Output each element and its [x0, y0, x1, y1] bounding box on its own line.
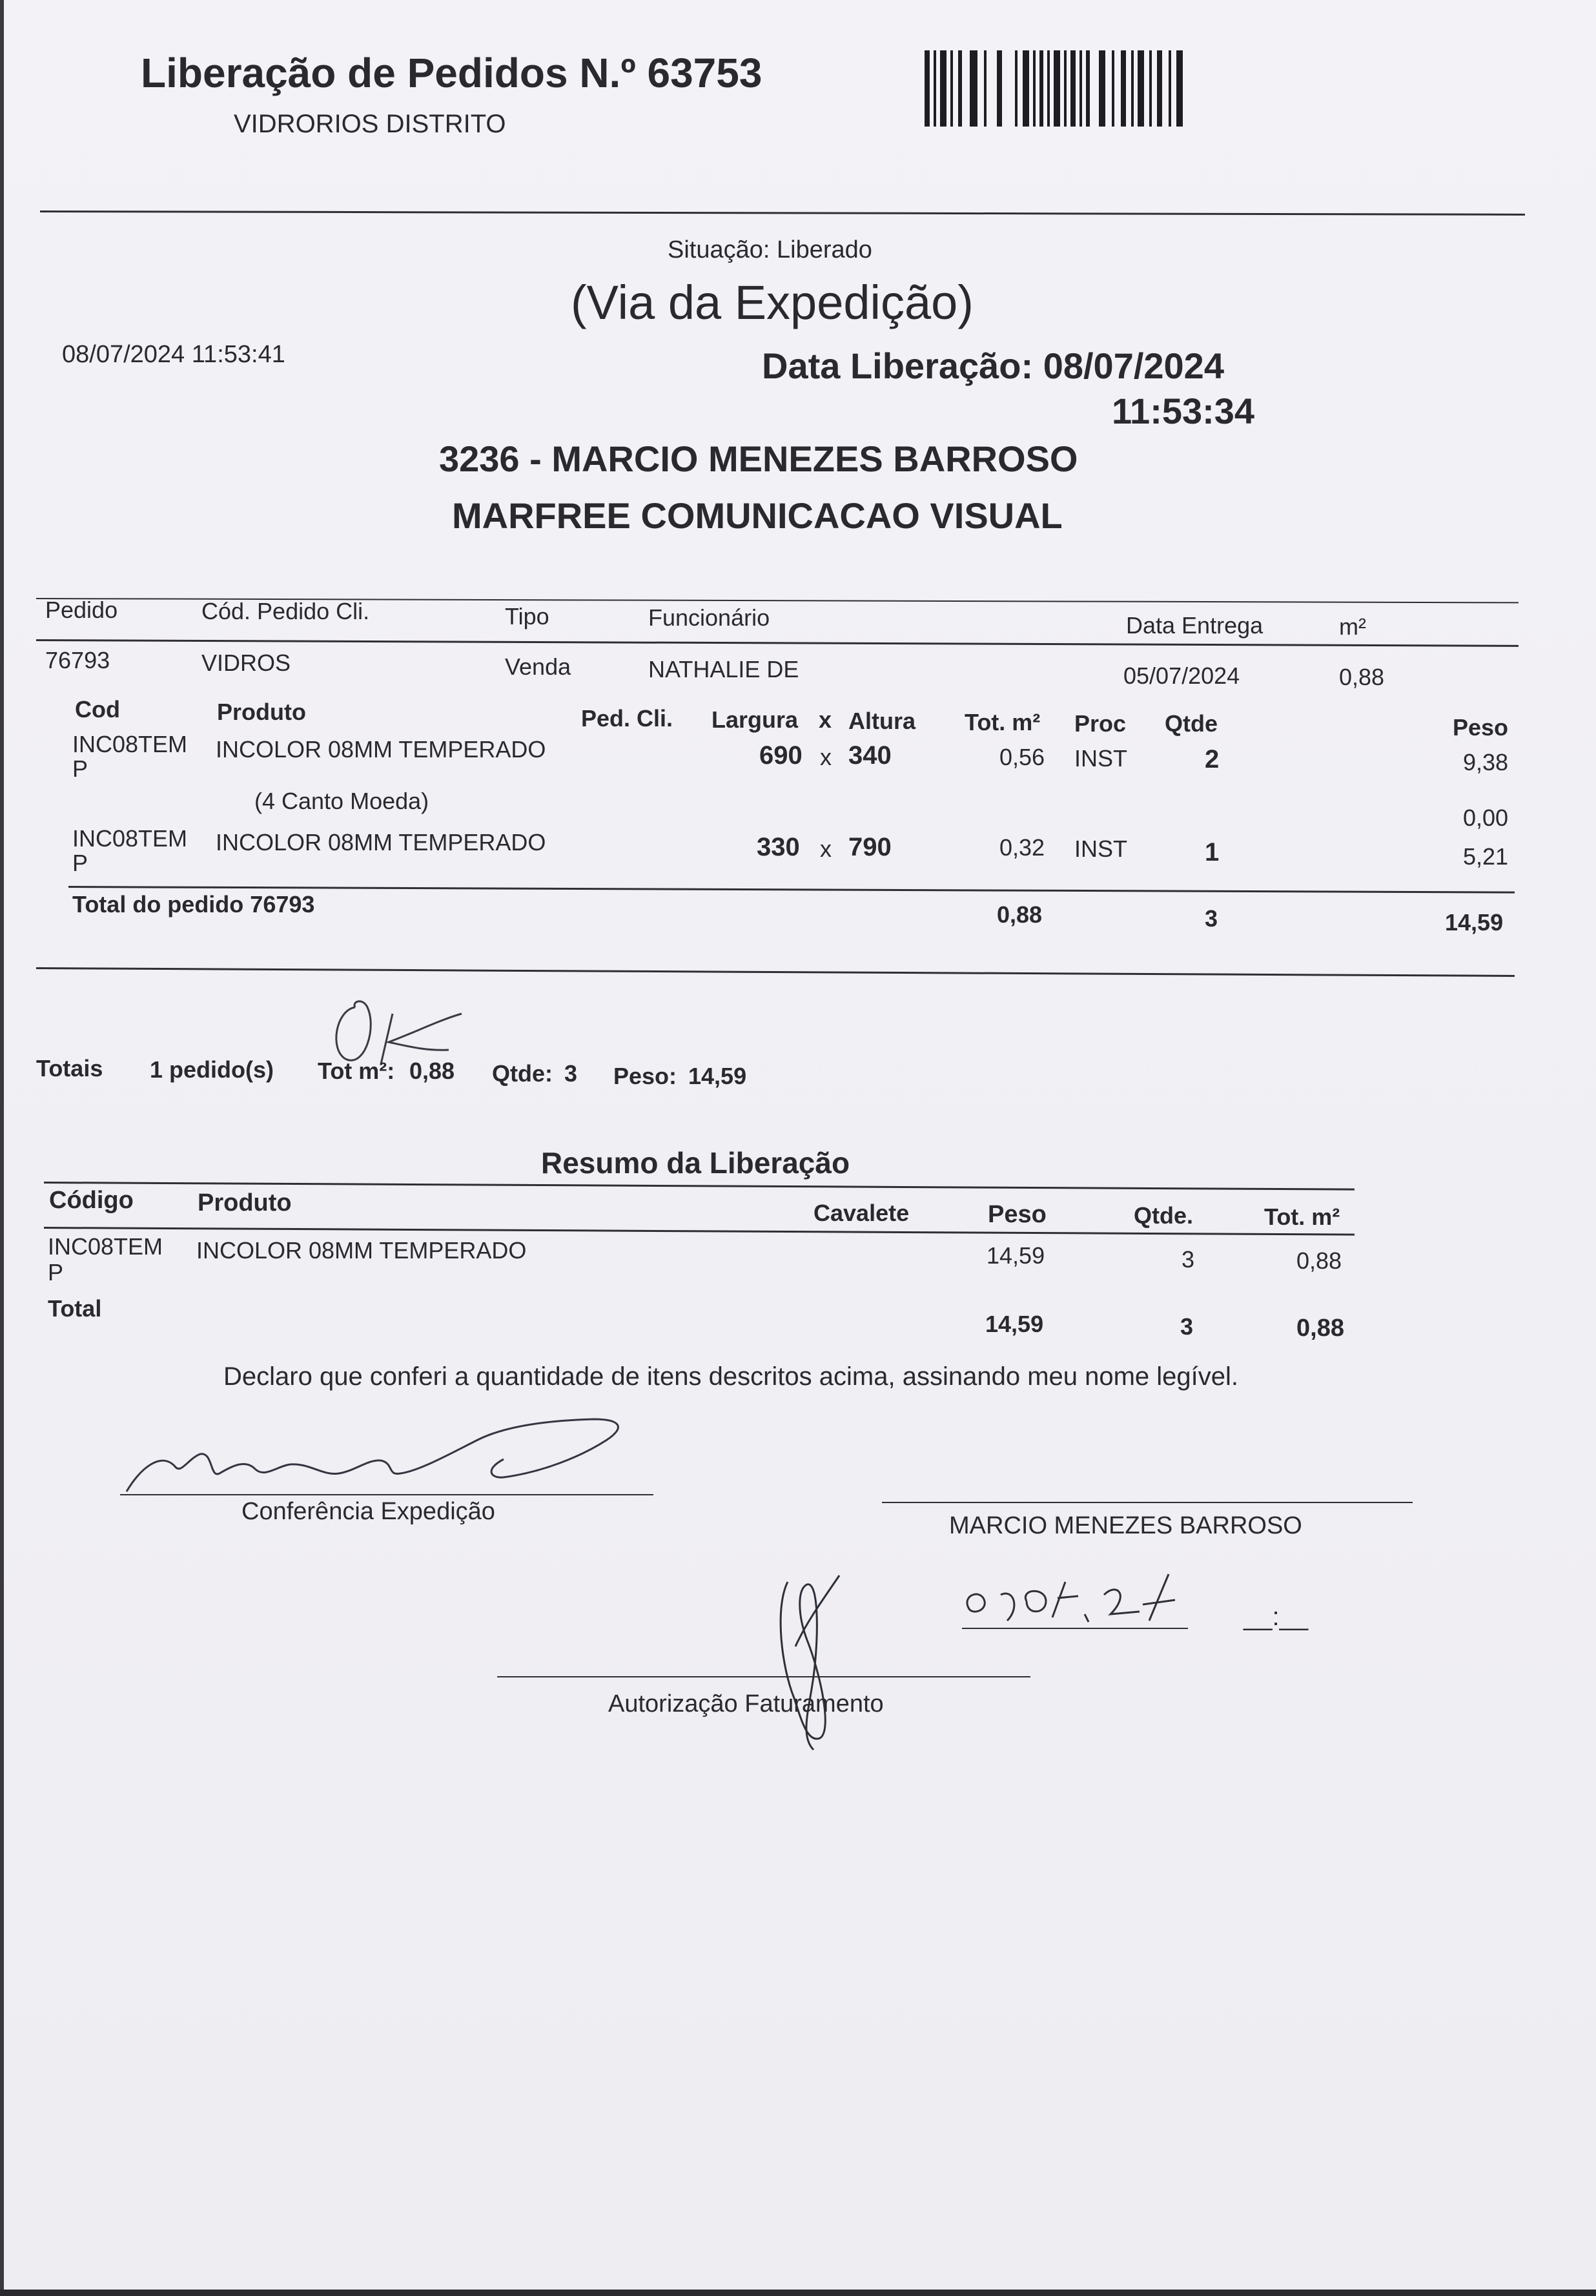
col-produto: Produto	[217, 699, 306, 725]
item-largura: 330	[757, 833, 800, 861]
scan-edge-bottom	[0, 2290, 1596, 2296]
totais-tot-m2: 0,88	[409, 1058, 455, 1084]
barcode	[925, 50, 1185, 127]
header-divider	[40, 210, 1525, 216]
order-tipo: Venda	[505, 653, 571, 680]
item-cod: INC08TEM	[72, 825, 188, 852]
client-signature-line	[882, 1502, 1413, 1503]
document-title: Liberação de Pedidos N.º 63753	[141, 50, 762, 96]
item-cod: INC08TEM	[72, 731, 188, 757]
item-cod-cont: P	[72, 755, 88, 782]
handwritten-date	[956, 1569, 1240, 1646]
totais-peso: 14,59	[688, 1063, 747, 1089]
section-divider	[36, 967, 1515, 977]
totais-label: Totais	[36, 1055, 103, 1081]
item-x: x	[820, 744, 832, 770]
item-tot-m2: 0,32	[999, 834, 1045, 861]
autorizacao-signature-line	[497, 1676, 1030, 1677]
resumo-total-qtde: 3	[1180, 1313, 1194, 1340]
data-liberacao-time: 11:53:34	[1112, 391, 1255, 431]
item-cod-cont: P	[72, 850, 88, 876]
col-data-entrega: Data Entrega	[1126, 612, 1264, 639]
resumo-codigo-cont: P	[48, 1259, 64, 1286]
item-proc: INST	[1074, 745, 1128, 772]
via-title: (Via da Expedição)	[571, 276, 974, 329]
totais-tot-m2-label: Tot m²:	[318, 1058, 395, 1084]
totais-qtde-label: Qtde:	[492, 1060, 553, 1087]
col-m2: m²	[1339, 613, 1366, 640]
item-qtde: 1	[1205, 838, 1220, 866]
situacao-text: Situação: Liberado	[668, 236, 872, 263]
order-funcionario: NATHALIE DE	[648, 656, 799, 682]
order-total-peso: 14,59	[1445, 909, 1504, 936]
col-largura: Largura	[711, 706, 799, 733]
client-company: MARFREE COMUNICACAO VISUAL	[452, 495, 1063, 536]
totais-qtde: 3	[564, 1060, 578, 1087]
item-produto: INCOLOR 08MM TEMPERADO	[216, 829, 546, 856]
item-produto: INCOLOR 08MM TEMPERADO	[216, 736, 546, 763]
totais-peso-label: Peso:	[613, 1063, 677, 1089]
print-timestamp: 08/07/2024 11:53:41	[62, 341, 285, 368]
order-total-qtde: 3	[1205, 905, 1218, 932]
autorizacao-label: Autorização Faturamento	[608, 1690, 884, 1717]
col-tipo: Tipo	[505, 603, 549, 630]
scan-edge-left	[0, 0, 4, 2296]
resumo-col-qtde: Qtde.	[1134, 1202, 1194, 1229]
declaration-text: Declaro que conferi a quantidade de itens descritos acima, assinando meu nome legível.	[223, 1362, 1239, 1391]
item-note: (4 Canto Moeda)	[254, 788, 429, 814]
resumo-total-label: Total	[48, 1295, 102, 1322]
col-altura: Altura	[848, 708, 916, 734]
item-tot-m2: 0,56	[999, 744, 1045, 770]
totais-pedidos: 1 pedido(s)	[150, 1056, 274, 1083]
resumo-tot-m2: 0,88	[1296, 1247, 1342, 1274]
item-proc: INST	[1074, 835, 1128, 862]
time-placeholder: __:__	[1243, 1603, 1309, 1631]
col-cod-pedido-cli: Cód. Pedido Cli.	[201, 598, 370, 624]
resumo-col-peso: Peso	[988, 1201, 1047, 1228]
item-largura: 690	[759, 741, 803, 770]
order-m2: 0,88	[1339, 664, 1385, 690]
item-x: x	[820, 835, 832, 862]
resumo-peso: 14,59	[987, 1242, 1045, 1269]
col-funcionario: Funcionário	[648, 604, 770, 631]
client-signature-name: MARCIO MENEZES BARROSO	[949, 1512, 1302, 1539]
order-header-line	[36, 639, 1519, 647]
item-altura: 790	[848, 833, 892, 861]
resumo-total-peso: 14,59	[985, 1311, 1044, 1337]
resumo-total-tot-m2: 0,88	[1296, 1315, 1344, 1342]
item-qtde: 2	[1205, 745, 1220, 774]
resumo-col-tot-m2: Tot. m²	[1264, 1204, 1340, 1230]
handwritten-signature-conferencia	[116, 1414, 646, 1504]
col-cod: Cod	[75, 696, 120, 723]
col-proc: Proc	[1074, 710, 1127, 737]
item-peso: 9,38	[1463, 749, 1509, 775]
company-name: VIDRORIOS DISTRITO	[234, 110, 506, 138]
item-altura: 340	[848, 741, 892, 770]
conferencia-signature-line	[120, 1494, 653, 1495]
client-name: 3236 - MARCIO MENEZES BARROSO	[439, 438, 1078, 479]
order-pedido: 76793	[45, 647, 110, 673]
order-cod-pedido-cli: VIDROS	[201, 650, 291, 676]
order-total-label: Total do pedido 76793	[72, 891, 315, 917]
resumo-title: Resumo da Liberação	[541, 1146, 850, 1180]
order-total-m2: 0,88	[997, 901, 1043, 928]
col-tot-m2: Tot. m²	[965, 709, 1041, 735]
data-liberacao: Data Liberação: 08/07/2024	[762, 345, 1224, 386]
col-x: x	[819, 706, 832, 733]
resumo-col-cavalete: Cavalete	[813, 1200, 910, 1226]
col-peso: Peso	[1453, 714, 1509, 741]
resumo-codigo: INC08TEM	[48, 1233, 163, 1260]
col-qtde: Qtde	[1165, 710, 1218, 737]
conferencia-label: Conferência Expedição	[241, 1498, 495, 1525]
col-ped-cli: Ped. Cli.	[581, 705, 673, 732]
resumo-produto: INCOLOR 08MM TEMPERADO	[196, 1237, 527, 1264]
handwritten-signature-autorizacao	[762, 1569, 865, 1756]
order-data-entrega: 05/07/2024	[1123, 662, 1240, 689]
resumo-qtde: 3	[1182, 1246, 1195, 1273]
item-peso: 5,21	[1463, 843, 1509, 870]
resumo-col-codigo: Código	[49, 1187, 134, 1214]
item-note-peso: 0,00	[1463, 805, 1509, 831]
resumo-col-produto: Produto	[198, 1189, 292, 1216]
col-pedido: Pedido	[45, 597, 118, 623]
